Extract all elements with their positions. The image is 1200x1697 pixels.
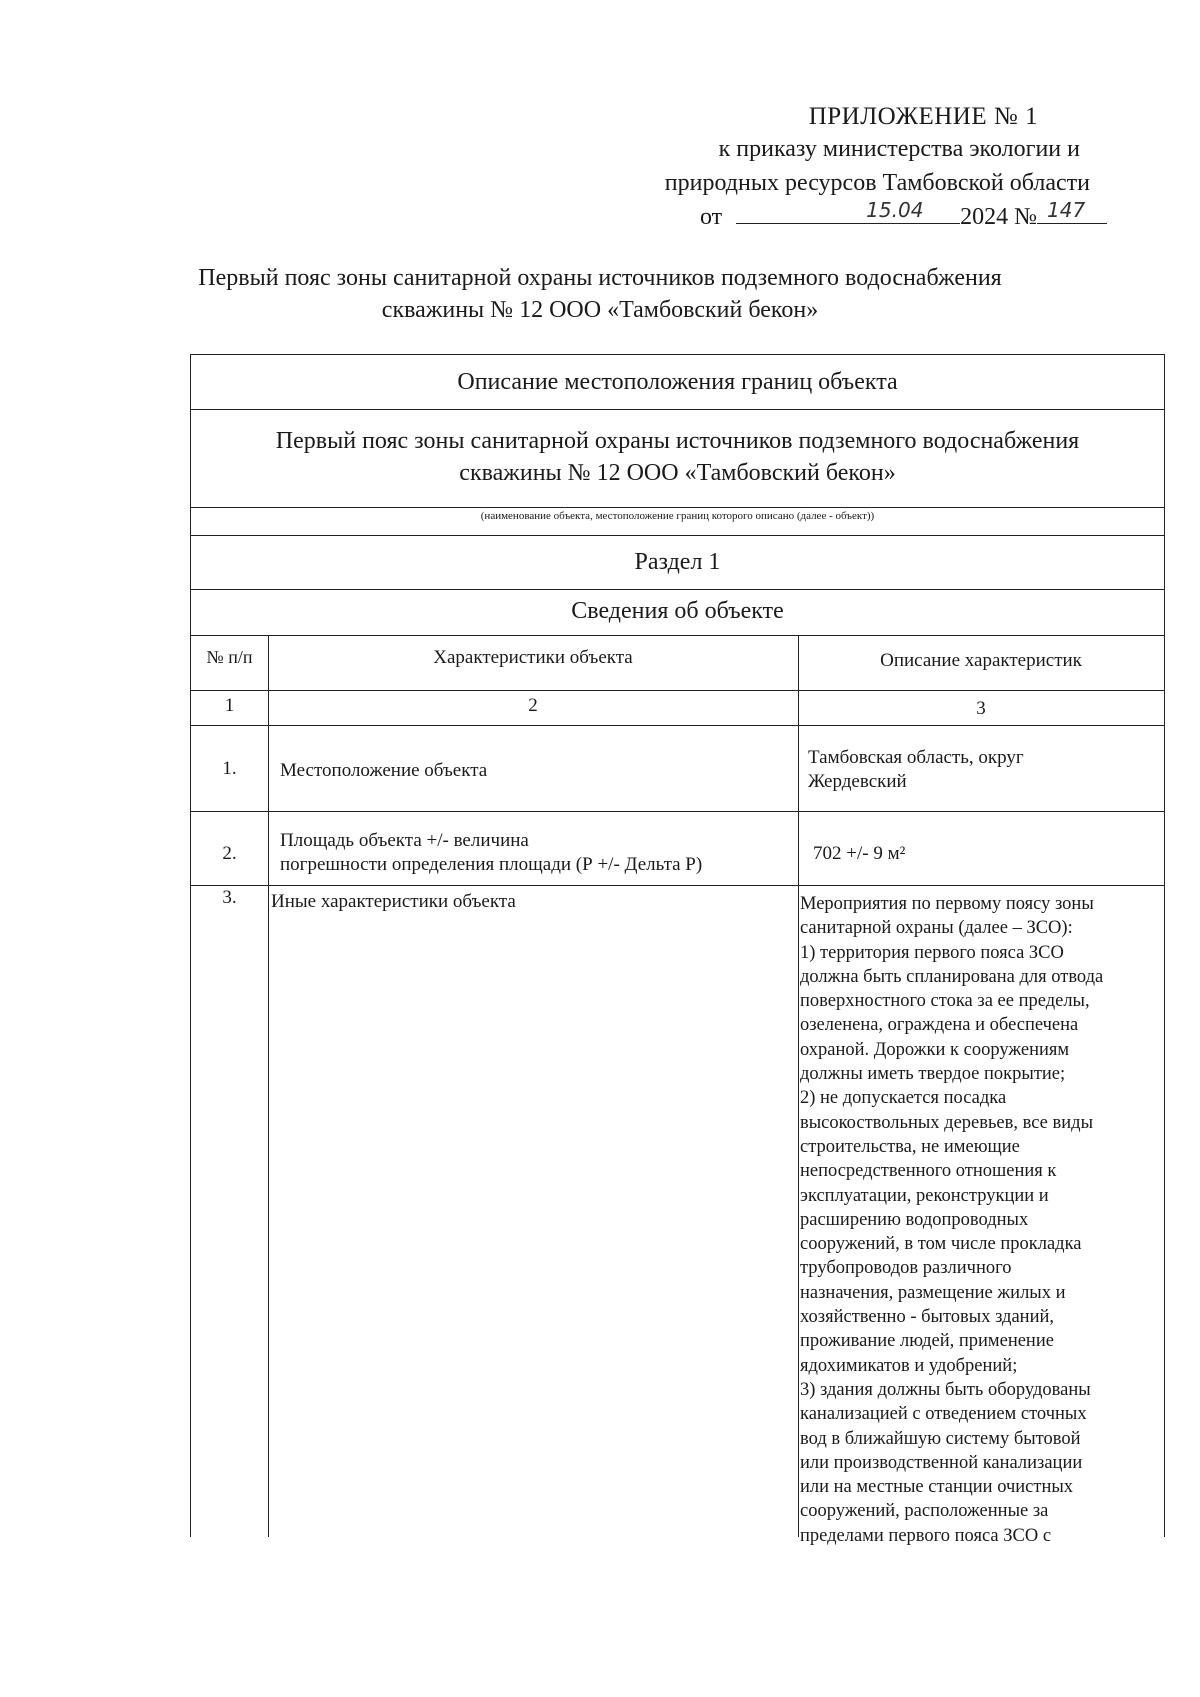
row-3-description-line: Мероприятия по первому поясу зоны bbox=[800, 894, 1094, 914]
row-3-description-line: высокоствольных деревьев, все виды bbox=[800, 1112, 1094, 1133]
row-divider bbox=[191, 535, 1164, 536]
row-1-description-line: Тамбовская область, округ bbox=[808, 747, 1024, 768]
object-name-line-2: скважины № 12 ООО «Тамбовский бекон» bbox=[459, 460, 896, 486]
appendix-title: ПРИЛОЖЕНИЕ № 1 bbox=[808, 103, 1038, 130]
row-2-characteristic-line: погрешности определения площади (Р +/- Дельта Р) bbox=[280, 854, 703, 875]
date-field bbox=[736, 199, 960, 224]
row-3-description-line: эксплуатации, реконструкции и bbox=[800, 1185, 1049, 1206]
section-title: Сведения об объекте bbox=[571, 598, 784, 624]
row-1-description-line: Жердевский bbox=[808, 771, 907, 792]
order-date-row bbox=[700, 199, 1107, 231]
date-prefix: от bbox=[700, 204, 723, 230]
column-divider-2 bbox=[798, 635, 799, 1537]
row-3-description-line: должна быть спланирована для отвода bbox=[800, 966, 1104, 987]
row-3-description-line: поверхностного стока за ее пределы, bbox=[800, 991, 1090, 1012]
row-3-description-line: трубопроводов различного bbox=[800, 1258, 1012, 1279]
row-3-description-line: озеленена, ограждена и обеспечена bbox=[800, 1015, 1079, 1036]
row-3-description-line: вод в ближайшую систему бытовой bbox=[800, 1428, 1081, 1449]
row-3-description-line: 1) территория первого пояса ЗСО bbox=[800, 942, 1064, 963]
row-3-description-line: охраной. Дорожки к сооружениям bbox=[800, 1039, 1070, 1060]
year-text: 2024 № bbox=[960, 204, 1038, 230]
row-3-description-line: назначения, размещение жилых и bbox=[800, 1282, 1066, 1303]
order-number-field bbox=[1037, 199, 1107, 224]
boundary-description-table bbox=[190, 354, 1165, 1546]
section-number: Раздел 1 bbox=[634, 549, 721, 575]
row-3-number: 3. bbox=[222, 887, 237, 908]
row-divider bbox=[191, 811, 1164, 812]
row-2-characteristic bbox=[280, 829, 702, 877]
row-3-description-line: или на местные станции очистных bbox=[800, 1477, 1074, 1498]
row-1-characteristic: Местоположение объекта bbox=[280, 760, 488, 781]
row-3-description-line: непосредственного отношения к bbox=[800, 1161, 1057, 1182]
date-handwritten: 15.04 bbox=[866, 198, 924, 222]
row-3-description-line: или производственной канализации bbox=[800, 1452, 1083, 1473]
column-number-2: 2 bbox=[528, 695, 538, 716]
header-number: № п/п bbox=[206, 647, 253, 667]
row-3-description-line: 3) здания должны быть оборудованы bbox=[800, 1379, 1091, 1400]
row-3-description-line: 2) не допускается посадка bbox=[800, 1088, 1007, 1109]
object-name bbox=[191, 425, 1164, 489]
object-name-line-1: Первый пояс зоны санитарной охраны источников подземного водоснабжения bbox=[275, 428, 1080, 454]
row-3-description-line: сооружений, расположенные за bbox=[800, 1501, 1049, 1522]
column-divider-1 bbox=[268, 635, 269, 1537]
row-3-description-line: строительства, не имеющие bbox=[800, 1136, 1020, 1157]
row-3-description-line: пределами первого пояса ЗСО с bbox=[800, 1525, 1052, 1546]
row-divider bbox=[191, 589, 1164, 590]
row-3-description-line: санитарной охраны (далее – ЗСО): bbox=[800, 918, 1073, 939]
row-3-characteristic: Иные характеристики объекта bbox=[271, 891, 516, 912]
row-2-number: 2. bbox=[222, 843, 237, 864]
row-3-description bbox=[800, 892, 1103, 1548]
row-divider bbox=[191, 885, 1164, 886]
row-3-description-line: расширению водопроводных bbox=[800, 1209, 1029, 1230]
document-title bbox=[0, 262, 1200, 326]
row-divider bbox=[191, 409, 1164, 410]
row-3-description-line: проживание людей, применение bbox=[800, 1331, 1054, 1352]
row-divider bbox=[191, 507, 1164, 508]
row-3-description-line: канализацией с отведением сточных bbox=[800, 1404, 1087, 1425]
order-number-handwritten: 147 bbox=[1047, 198, 1086, 222]
row-2-characteristic-line: Площадь объекта +/- величина bbox=[280, 830, 529, 851]
row-divider bbox=[191, 635, 1164, 636]
row-1-description bbox=[808, 746, 1024, 794]
table-caption: Описание местоположения границ объекта bbox=[457, 369, 898, 395]
order-reference-line-2: природных ресурсов Тамбовской области bbox=[664, 170, 1090, 196]
column-number-1: 1 bbox=[224, 695, 235, 716]
row-3-description-line: ядохимикатов и удобрений; bbox=[800, 1355, 1018, 1376]
document-title-line-2: скважины № 12 ООО «Тамбовский бекон» bbox=[381, 297, 819, 323]
row-1-number: 1. bbox=[222, 758, 237, 779]
order-reference-line-1: к приказу министерства экологии и bbox=[718, 136, 1080, 162]
row-3-description-line: должны иметь твердое покрытие; bbox=[800, 1064, 1066, 1085]
row-3-description-line: сооружений, в том числе прокладка bbox=[800, 1234, 1082, 1255]
row-2-description: 702 +/- 9 м² bbox=[813, 843, 906, 864]
object-note: (наименование объекта, местоположение границ которого описано (далее - объект)) bbox=[480, 510, 875, 522]
row-divider bbox=[191, 690, 1164, 691]
header-characteristics: Характеристики объекта bbox=[433, 647, 633, 668]
header-description: Описание характеристик bbox=[880, 650, 1082, 671]
document-title-line-1: Первый пояс зоны санитарной охраны источников подземного водоснабжения bbox=[198, 265, 1002, 291]
column-number-3: 3 bbox=[976, 698, 986, 719]
row-3-description-line: хозяйственно - бытовых зданий, bbox=[800, 1307, 1055, 1328]
row-divider bbox=[191, 725, 1164, 726]
